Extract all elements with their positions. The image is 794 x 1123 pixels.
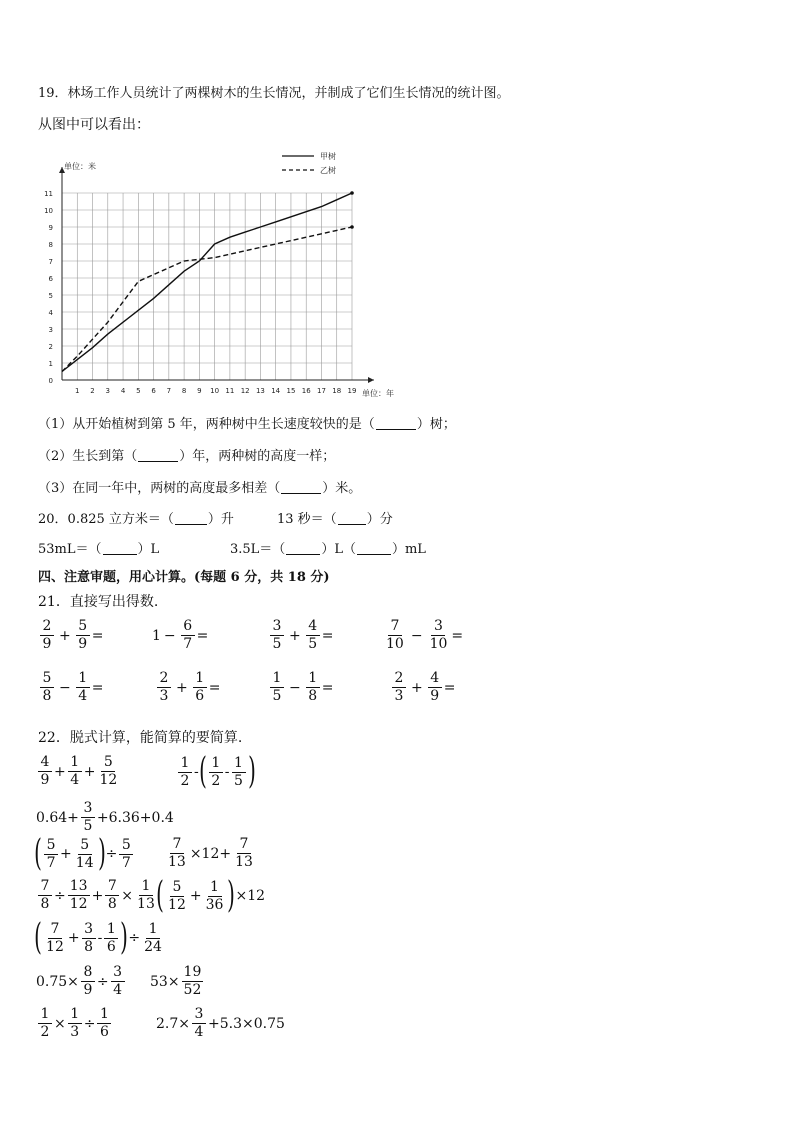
q22-expr-11: $\frac{1}{2}$ × $\frac{1}{3}$ ÷ $\frac{1}{6}$	[36, 1006, 113, 1041]
q21-problem-8: $\frac{2}{3}$ + $\frac{4}{9}$ =	[390, 670, 455, 705]
x-tick-label: 11	[225, 387, 235, 395]
x-tick-label: 12	[240, 387, 250, 395]
y-tick-label: 1	[48, 360, 53, 368]
legend-label: 乙树	[320, 166, 336, 175]
section-heading: 四、注意审题，用心计算。(每题 6 分，共 18 分)	[38, 570, 330, 585]
y-tick-label: 11	[44, 190, 53, 198]
q21-problem-5: $\frac{5}{8}$ − $\frac{1}{4}$ =	[38, 670, 103, 705]
x-tick-label: 3	[105, 387, 111, 395]
q19-text: 19．林场工作人员统计了两棵树木的生长情况，并制成了它们生长情况的统计图。	[38, 86, 510, 101]
x-tick-label: 2	[90, 387, 95, 395]
q22-expr-1: $\frac{4}{9}$ + $\frac{1}{4}$ + $\frac{5}{12}$	[36, 754, 121, 789]
answer-blank[interactable]	[286, 542, 320, 555]
x-tick-label: 8	[181, 387, 187, 395]
answer-blank[interactable]	[357, 542, 391, 555]
q19-part3: （3）在同一年中，两树的高度最多相差（ ）米。	[38, 481, 362, 496]
x-tick-label: 7	[166, 387, 172, 395]
series-line-jia	[62, 193, 352, 372]
q22-expr-2: $\frac{1}{2}$ - ( $\frac{1}{2}$ - $\frac{1}{5}$ )	[176, 754, 256, 790]
q21-problem-2: 1 − $\frac{6}{7}$ =	[152, 618, 209, 652]
q22-title: 22．脱式计算，能简算的要简算.	[38, 730, 243, 746]
x-tick-label: 13	[255, 387, 265, 395]
y-tick-label: 2	[48, 343, 53, 351]
x-tick-label: 16	[301, 387, 311, 395]
y-tick-label: 4	[48, 309, 53, 317]
legend-label: 甲树	[320, 152, 336, 161]
q20-d: 3.5L＝（ ）L（ ）mL	[230, 542, 426, 557]
q22-expr-8: ( $\frac{7}{12}$ + $\frac{3}{8}$ - $\frac{1}{6}$ ) ÷ $\frac{1}{24}$	[34, 917, 162, 958]
q22-expr-3: 0.64+ $\frac{3}{5}$ +6.36+0.4	[36, 800, 174, 834]
q21-problem-1: $\frac{2}{9}$ + $\frac{5}{9}$ =	[38, 618, 103, 653]
y-tick-label: 0	[48, 377, 53, 385]
x-tick-label: 10	[210, 387, 220, 395]
q19-part1: （1）从开始植树到第 5 年，两种树中生长速度较快的是（ ）树；	[38, 417, 456, 432]
x-tick-label: 1	[75, 387, 80, 395]
answer-blank[interactable]	[103, 542, 137, 555]
q22-expr-4: ( $\frac{5}{7}$ + $\frac{5}{14}$ ) ÷ $\frac{5}{7}$	[34, 836, 135, 872]
q21-problem-7: $\frac{1}{5}$ − $\frac{1}{8}$ =	[268, 670, 333, 705]
q22-expr-6: $\frac{7}{8}$ ÷ $\frac{13}{12}$ + $\frac{7}{8}$ × $\frac{1}{13}$	[36, 878, 159, 913]
q22-expr-10: 53× $\frac{19}{52}$	[150, 964, 202, 998]
q21-problem-4: $\frac{7}{10}$ − $\frac{3}{10}$ =	[386, 618, 464, 652]
answer-blank[interactable]	[281, 481, 321, 494]
x-tick-label: 4	[120, 387, 126, 395]
growth-line-chart	[36, 148, 416, 406]
y-tick-label: 7	[48, 258, 53, 266]
x-tick-label: 9	[197, 387, 202, 395]
q21-problem-3: $\frac{3}{5}$ + $\frac{4}{5}$ =	[268, 618, 333, 653]
y-tick-label: 9	[48, 224, 53, 232]
x-tick-label: 17	[317, 387, 326, 395]
x-tick-label: 15	[286, 387, 296, 395]
series-end-point	[350, 225, 354, 229]
y-tick-label: 8	[48, 241, 53, 249]
q22-expr-12: 2.7× $\frac{3}{4}$ +5.3×0.75	[156, 1006, 285, 1040]
x-tick-label: 5	[136, 387, 141, 395]
answer-blank[interactable]	[376, 417, 416, 430]
y-tick-label: 6	[48, 275, 53, 283]
q20-c: 53mL＝（ ）L	[38, 542, 160, 557]
q19-subtext: 从图中可以看出：	[38, 117, 150, 133]
x-axis-label: 单位：年	[362, 389, 394, 398]
series-end-point	[350, 191, 354, 195]
q21-title: 21．直接写出得数.	[38, 594, 159, 610]
x-tick-label: 6	[151, 387, 156, 395]
y-axis-label: 单位：米	[64, 162, 96, 171]
q20-b: 13 秒＝（ ）分	[277, 512, 393, 527]
y-tick-label: 5	[48, 292, 53, 300]
y-tick-label: 10	[44, 207, 53, 215]
x-tick-label: 19	[347, 387, 357, 395]
q22-expr-9: 0.75× $\frac{8}{9}$ ÷ $\frac{3}{4}$	[36, 964, 127, 999]
q21-problem-6: $\frac{2}{3}$ + $\frac{1}{6}$ =	[155, 670, 220, 705]
y-tick-label: 3	[48, 326, 53, 334]
x-tick-label: 14	[271, 387, 281, 395]
x-axis-arrow	[368, 377, 374, 383]
x-tick-label: 18	[332, 387, 342, 395]
answer-blank[interactable]	[338, 512, 366, 525]
q19-part2: （2）生长到第（ ）年，两种树的高度一样；	[38, 449, 336, 464]
q20-a: 20．0.825 立方米＝（ ）升	[38, 512, 234, 527]
q22-expr-5: $\frac{7}{13}$ ×12+ $\frac{7}{13}$	[168, 836, 253, 870]
series-line-yi	[62, 227, 352, 372]
answer-blank[interactable]	[138, 449, 178, 462]
answer-blank[interactable]	[175, 512, 207, 525]
q22-expr-7: ( $\frac{5}{12}$ + $\frac{1}{36}$ ) ×12	[156, 875, 266, 916]
